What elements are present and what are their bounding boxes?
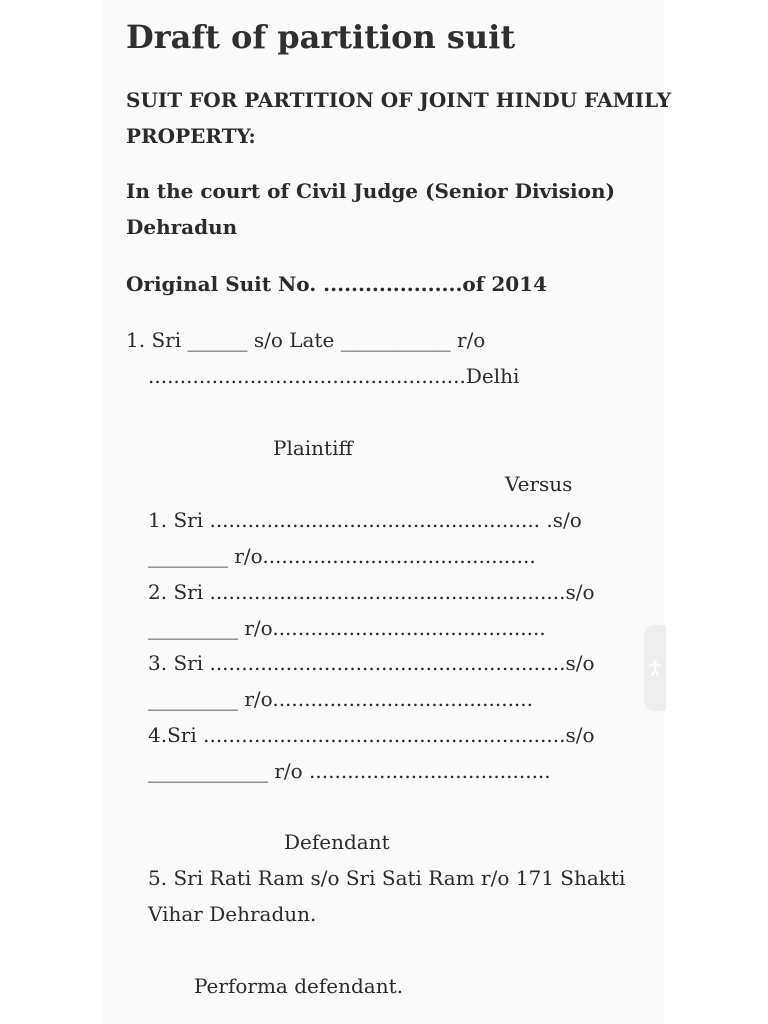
plaintiff-line-1: 1. Sri ______ s/o Late ___________ r/o xyxy=(126,328,486,352)
defendant-4-line-1: 4.Sri .........................................................s/o xyxy=(148,723,595,747)
page-title: Draft of partition suit xyxy=(126,18,516,56)
defendant-1-line-2: ________ r/o........................................... xyxy=(148,544,536,568)
performa-line-2: Vihar Dehradun. xyxy=(148,902,317,926)
defendant-4-line-2: ____________ r/o ...................................... xyxy=(148,759,551,783)
accessibility-icon xyxy=(649,660,661,676)
performa-line-1: 5. Sri Rati Ram s/o Sri Sati Ram r/o 171 Shakti xyxy=(148,866,626,890)
defendant-label: Defendant xyxy=(284,830,390,854)
defendant-3-line-1: 3. Sri ........................................................s/o xyxy=(148,651,595,675)
court-line-2: Dehradun xyxy=(126,215,238,239)
plaintiff-line-2: ..................................................Delhi xyxy=(148,364,520,388)
defendant-2-line-1: 2. Sri ........................................................s/o xyxy=(148,580,595,604)
defendant-1-line-1: 1. Sri .................................................... .s/o xyxy=(148,508,582,532)
versus-label: Versus xyxy=(505,472,573,496)
heading-line-1: SUIT FOR PARTITION OF JOINT HINDU FAMILY xyxy=(126,88,672,112)
defendant-3-line-2: _________ r/o......................................... xyxy=(148,687,533,711)
defendant-2-line-2: _________ r/o........................................... xyxy=(148,616,546,640)
accessibility-button[interactable] xyxy=(644,625,666,711)
court-line-1: In the court of Civil Judge (Senior Division) xyxy=(126,179,615,203)
plaintiff-label: Plaintiff xyxy=(273,436,353,460)
suit-number: Original Suit No. ....................of 2014 xyxy=(126,272,548,296)
performa-label: Performa defendant. xyxy=(194,974,403,998)
heading-line-2: PROPERTY: xyxy=(126,124,256,148)
